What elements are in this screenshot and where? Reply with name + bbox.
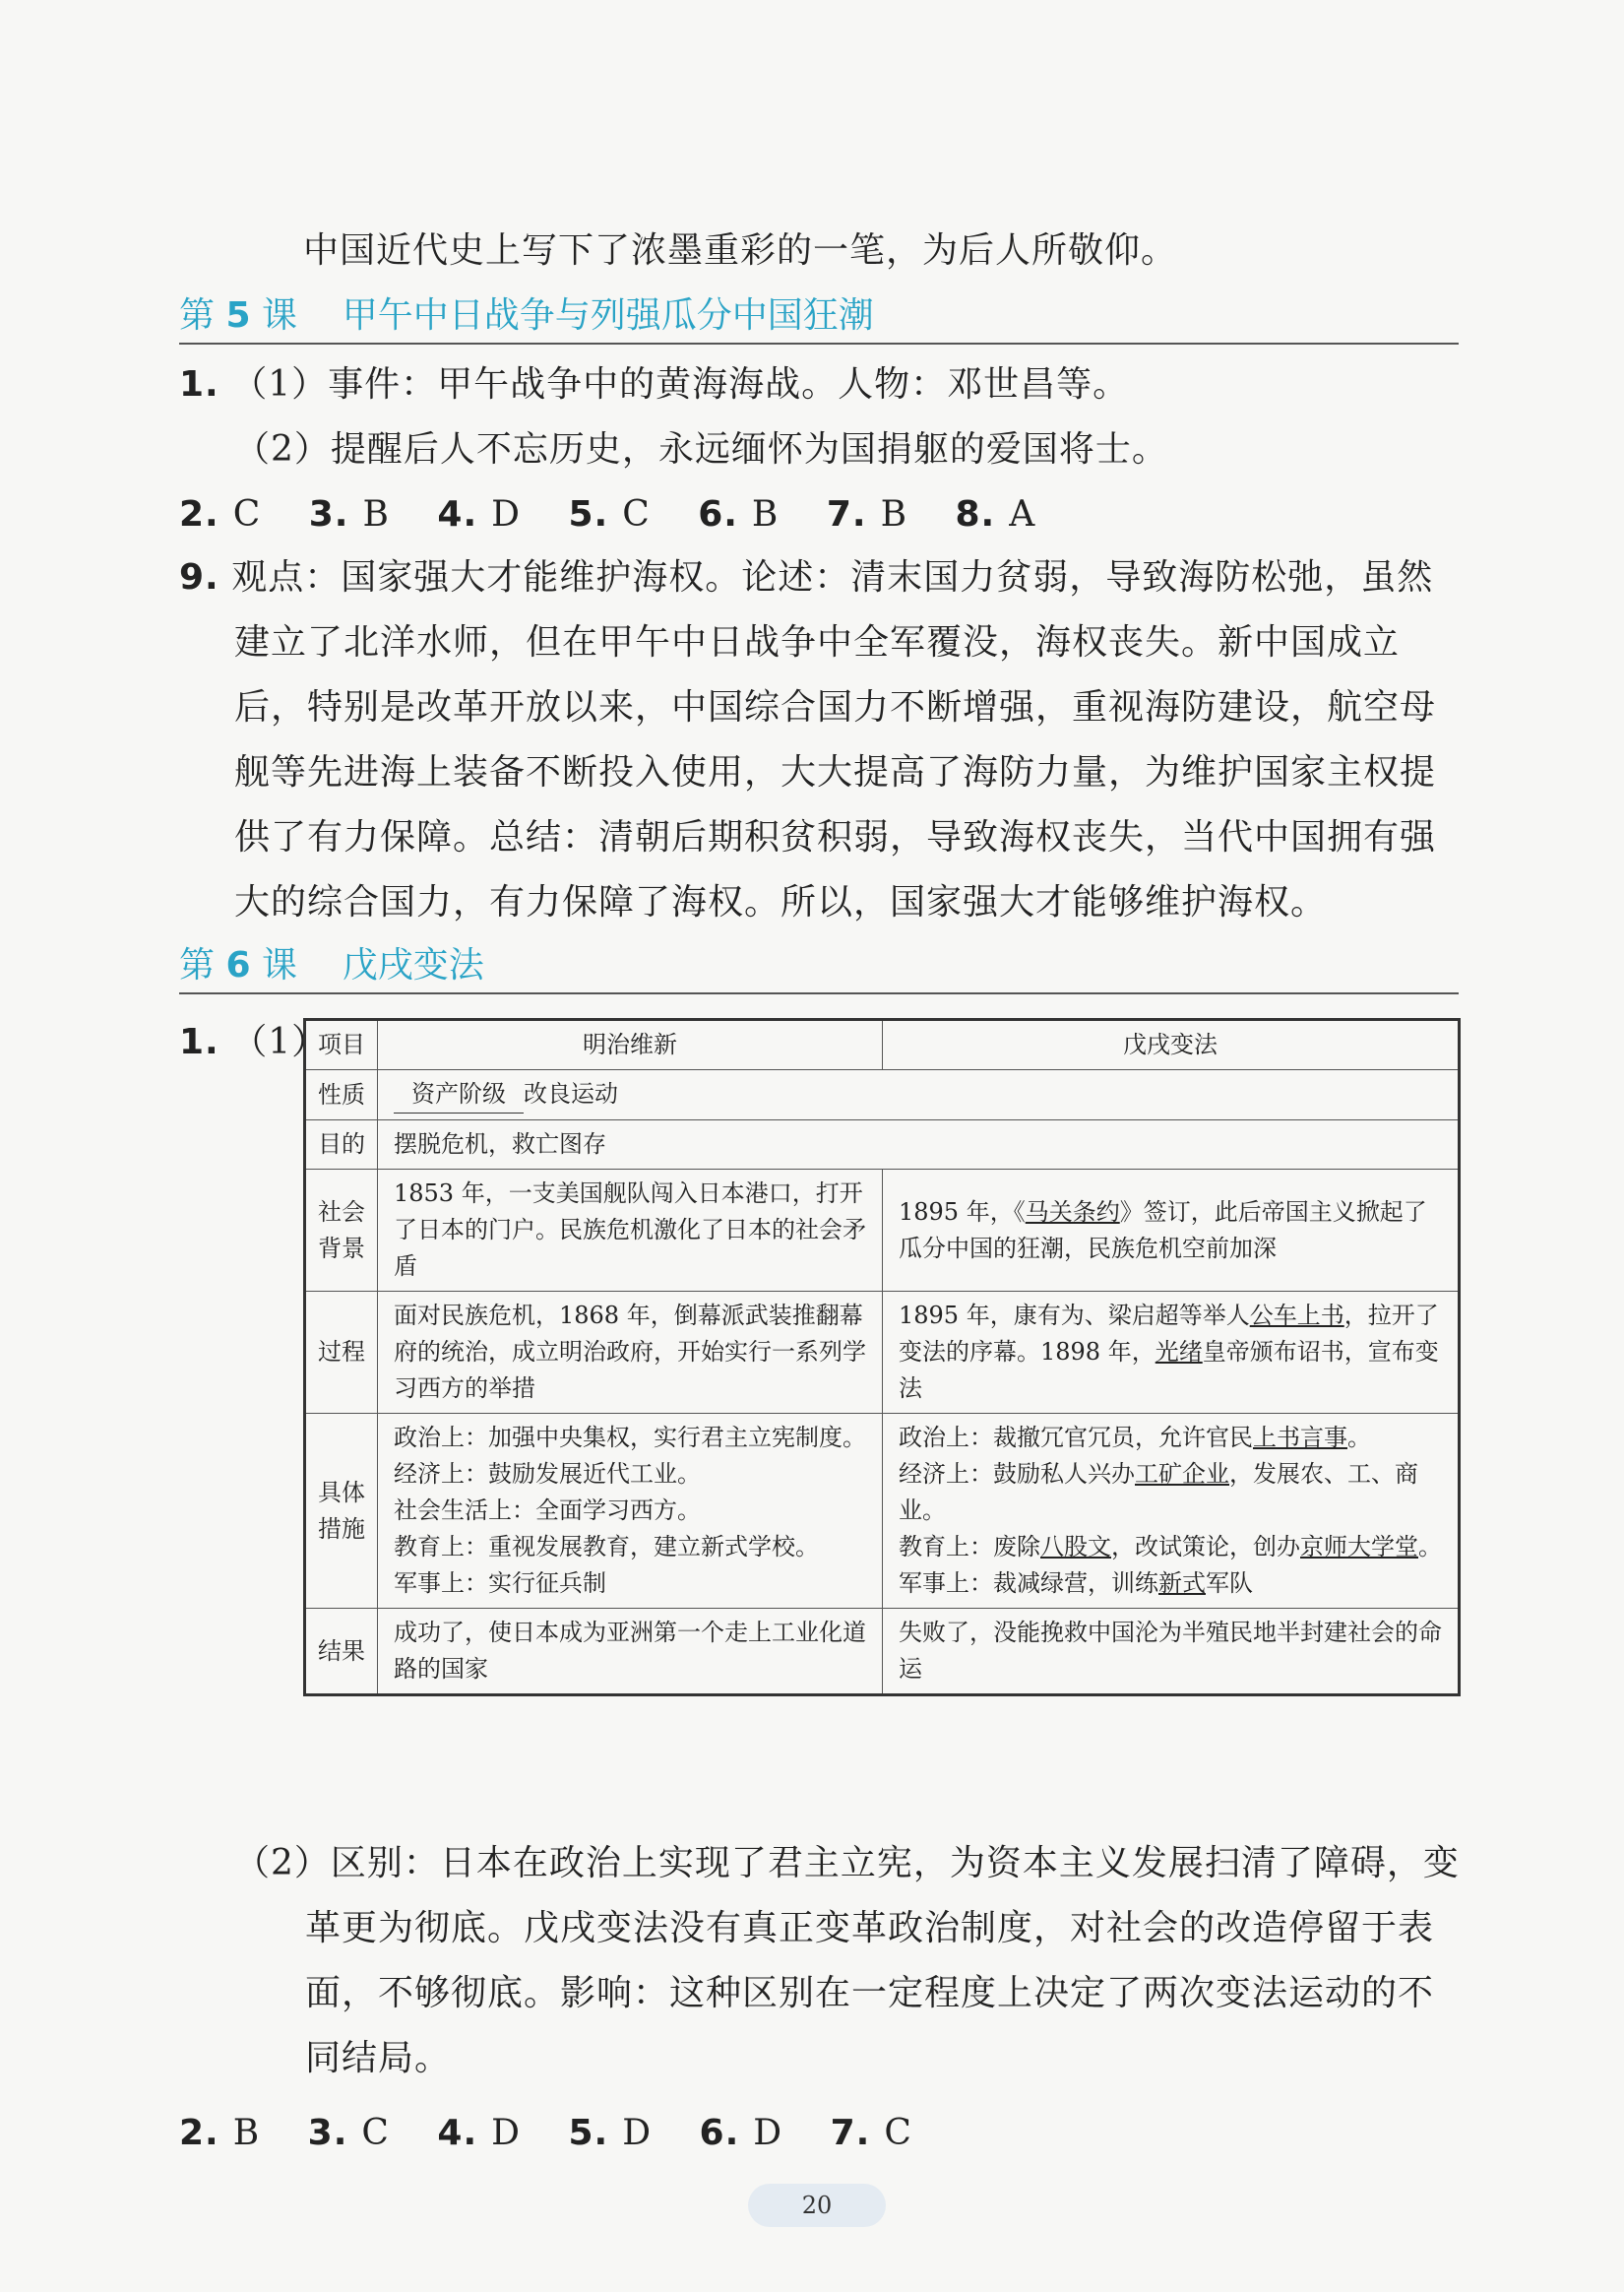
wuxu-result: 失败了，没能挽救中国沦为半殖民地半封建社会的命运 xyxy=(883,1609,1460,1695)
table-row xyxy=(305,1170,1460,1292)
lesson5-number: 5 xyxy=(225,295,251,336)
table-row xyxy=(305,1414,1460,1609)
comparison-table xyxy=(303,1018,1461,1696)
l5-answers xyxy=(179,482,1459,547)
l6-q1-num: 1. xyxy=(179,1022,219,1062)
header-cell: 戊戌变法 xyxy=(883,1020,1460,1070)
l5-q9 xyxy=(179,545,1459,935)
wuxu-measures: 政治上：裁撤冗官冗员，允许官民上书言事。 经济上：鼓励私人兴办工矿企业，发展农、工、商业。 教育上：废除八股文，改试策论，创办京师大学堂。 军事上：裁减绿营，训练新式军队 xyxy=(883,1414,1460,1609)
table-row xyxy=(305,1020,1460,1070)
answer-item: 2. C xyxy=(179,494,262,535)
answer-item: 3. C xyxy=(307,2113,390,2153)
header-cell: 项目 xyxy=(305,1020,378,1070)
table-row xyxy=(305,1120,1460,1170)
answer-item: 6. B xyxy=(698,494,780,535)
l5-q1-b: （2）提醒后人不忘历史，永远缅怀为国捐躯的爱国将士。 xyxy=(234,429,1168,470)
header-cell: 明治维新 xyxy=(378,1020,883,1070)
answer-item: 4. D xyxy=(437,2113,521,2153)
lesson6-suffix: 课 xyxy=(261,945,297,986)
answer-item: 4. D xyxy=(437,494,521,535)
l5-q9-num: 9. xyxy=(179,557,219,598)
lesson5-title: 甲午中日战争与列强瓜分中国狂潮 xyxy=(342,295,874,336)
table-row xyxy=(305,1070,1460,1120)
answer-item: 5. C xyxy=(568,494,651,535)
l5-q1-a: （1）事件：甲午战争中的黄海海战。人物：邓世昌等。 xyxy=(231,364,1130,405)
row-label: 目的 xyxy=(305,1120,378,1170)
nature-cell xyxy=(378,1070,1460,1120)
intro-line: 中国近代史上写下了浓墨重彩的一笔，为后人所敬仰。 xyxy=(303,230,1178,271)
nature-blank: 资产阶级 xyxy=(394,1076,524,1114)
meiji-background: 1853 年，一支美国舰队闯入日本港口，打开了日本的门户。民族危机激化了日本的社会矛盾 xyxy=(378,1170,883,1292)
answer-item: 6. D xyxy=(699,2113,783,2153)
row-label: 性质 xyxy=(305,1070,378,1120)
answer-item: 7. B xyxy=(826,494,908,535)
lesson5-suffix: 课 xyxy=(261,295,297,336)
page-number: 20 xyxy=(748,2184,886,2227)
meiji-measures: 政治上：加强中央集权，实行君主立宪制度。 经济上：鼓励发展近代工业。 社会生活上：全面学习西方。 教育上：重视发展教育，建立新式学校。 军事上：实行征兵制 xyxy=(378,1414,883,1609)
lesson6-number: 6 xyxy=(225,945,251,986)
row-label: 具体措施 xyxy=(305,1414,378,1609)
l5-q1 xyxy=(179,352,1459,417)
table-row xyxy=(305,1609,1460,1695)
lesson6-heading xyxy=(179,943,1459,994)
lesson5-heading xyxy=(179,293,1459,345)
l5-q1-num: 1. xyxy=(179,364,219,405)
meiji-result: 成功了，使日本成为亚洲第一个走上工业化道路的国家 xyxy=(378,1609,883,1695)
row-label: 过程 xyxy=(305,1292,378,1414)
meiji-process: 面对民族危机，1868 年，倒幕派武装推翻幕府的统治，成立明治政府，开始实行一系列学习西方的举措 xyxy=(378,1292,883,1414)
lesson6-title: 戊戌变法 xyxy=(342,945,484,986)
answer-item: 7. C xyxy=(830,2113,912,2153)
l6-q1-part1: （1） xyxy=(231,1022,329,1062)
nature-text: 改良运动 xyxy=(524,1080,618,1108)
answer-item: 3. B xyxy=(308,494,390,535)
wuxu-process: 1895 年，康有为、梁启超等举人公车上书，拉开了变法的序幕。1898 年，光绪皇帝颁布诏书，宣布变法 xyxy=(883,1292,1460,1414)
table-row xyxy=(305,1292,1460,1414)
answer-item: 2. B xyxy=(179,2113,261,2153)
lesson6-prefix: 第 xyxy=(179,945,216,986)
row-label: 社会背景 xyxy=(305,1170,378,1292)
wuxu-background: 1895 年，《马关条约》签订，此后帝国主义掀起了瓜分中国的狂潮，民族危机空前加深 xyxy=(883,1170,1460,1292)
answer-item: 8. A xyxy=(955,494,1036,535)
row-label: 结果 xyxy=(305,1609,378,1695)
purpose-cell: 摆脱危机，救亡图存 xyxy=(378,1120,1460,1170)
l6-answers xyxy=(179,2101,1459,2166)
answer-item: 5. D xyxy=(568,2113,653,2153)
l6-q1-part2: （2）区别：日本在政治上实现了君主立宪，为资本主义发展扫清了障碍，变革更为彻底。戊戌变法没有真正变革政治制度，对社会的改造停留于表面，不够彻底。影响：这种区别在一定程度上决定了两次变法运动的不同结局。 xyxy=(234,1843,1460,2078)
l5-q9-text: 观点：国家强大才能维护海权。论述：清末国力贫弱，导致海防松弛，虽然建立了北洋水师，但在甲午中日战争中全军覆没，海权丧失。新中国成立后，特别是改革开放以来，中国综合国力不断增强，重视海防建设，航空母舰等先进海上装备不断投入使用，大大提高了海防力量，为维护国家主权提供了有力保障。总结：清朝后期积贫积弱，导致海权丧失，当代中国拥有强大的综合国力，有力保障了海权。所以，国家强大才能够维护海权。 xyxy=(231,557,1437,923)
lesson5-prefix: 第 xyxy=(179,295,216,336)
